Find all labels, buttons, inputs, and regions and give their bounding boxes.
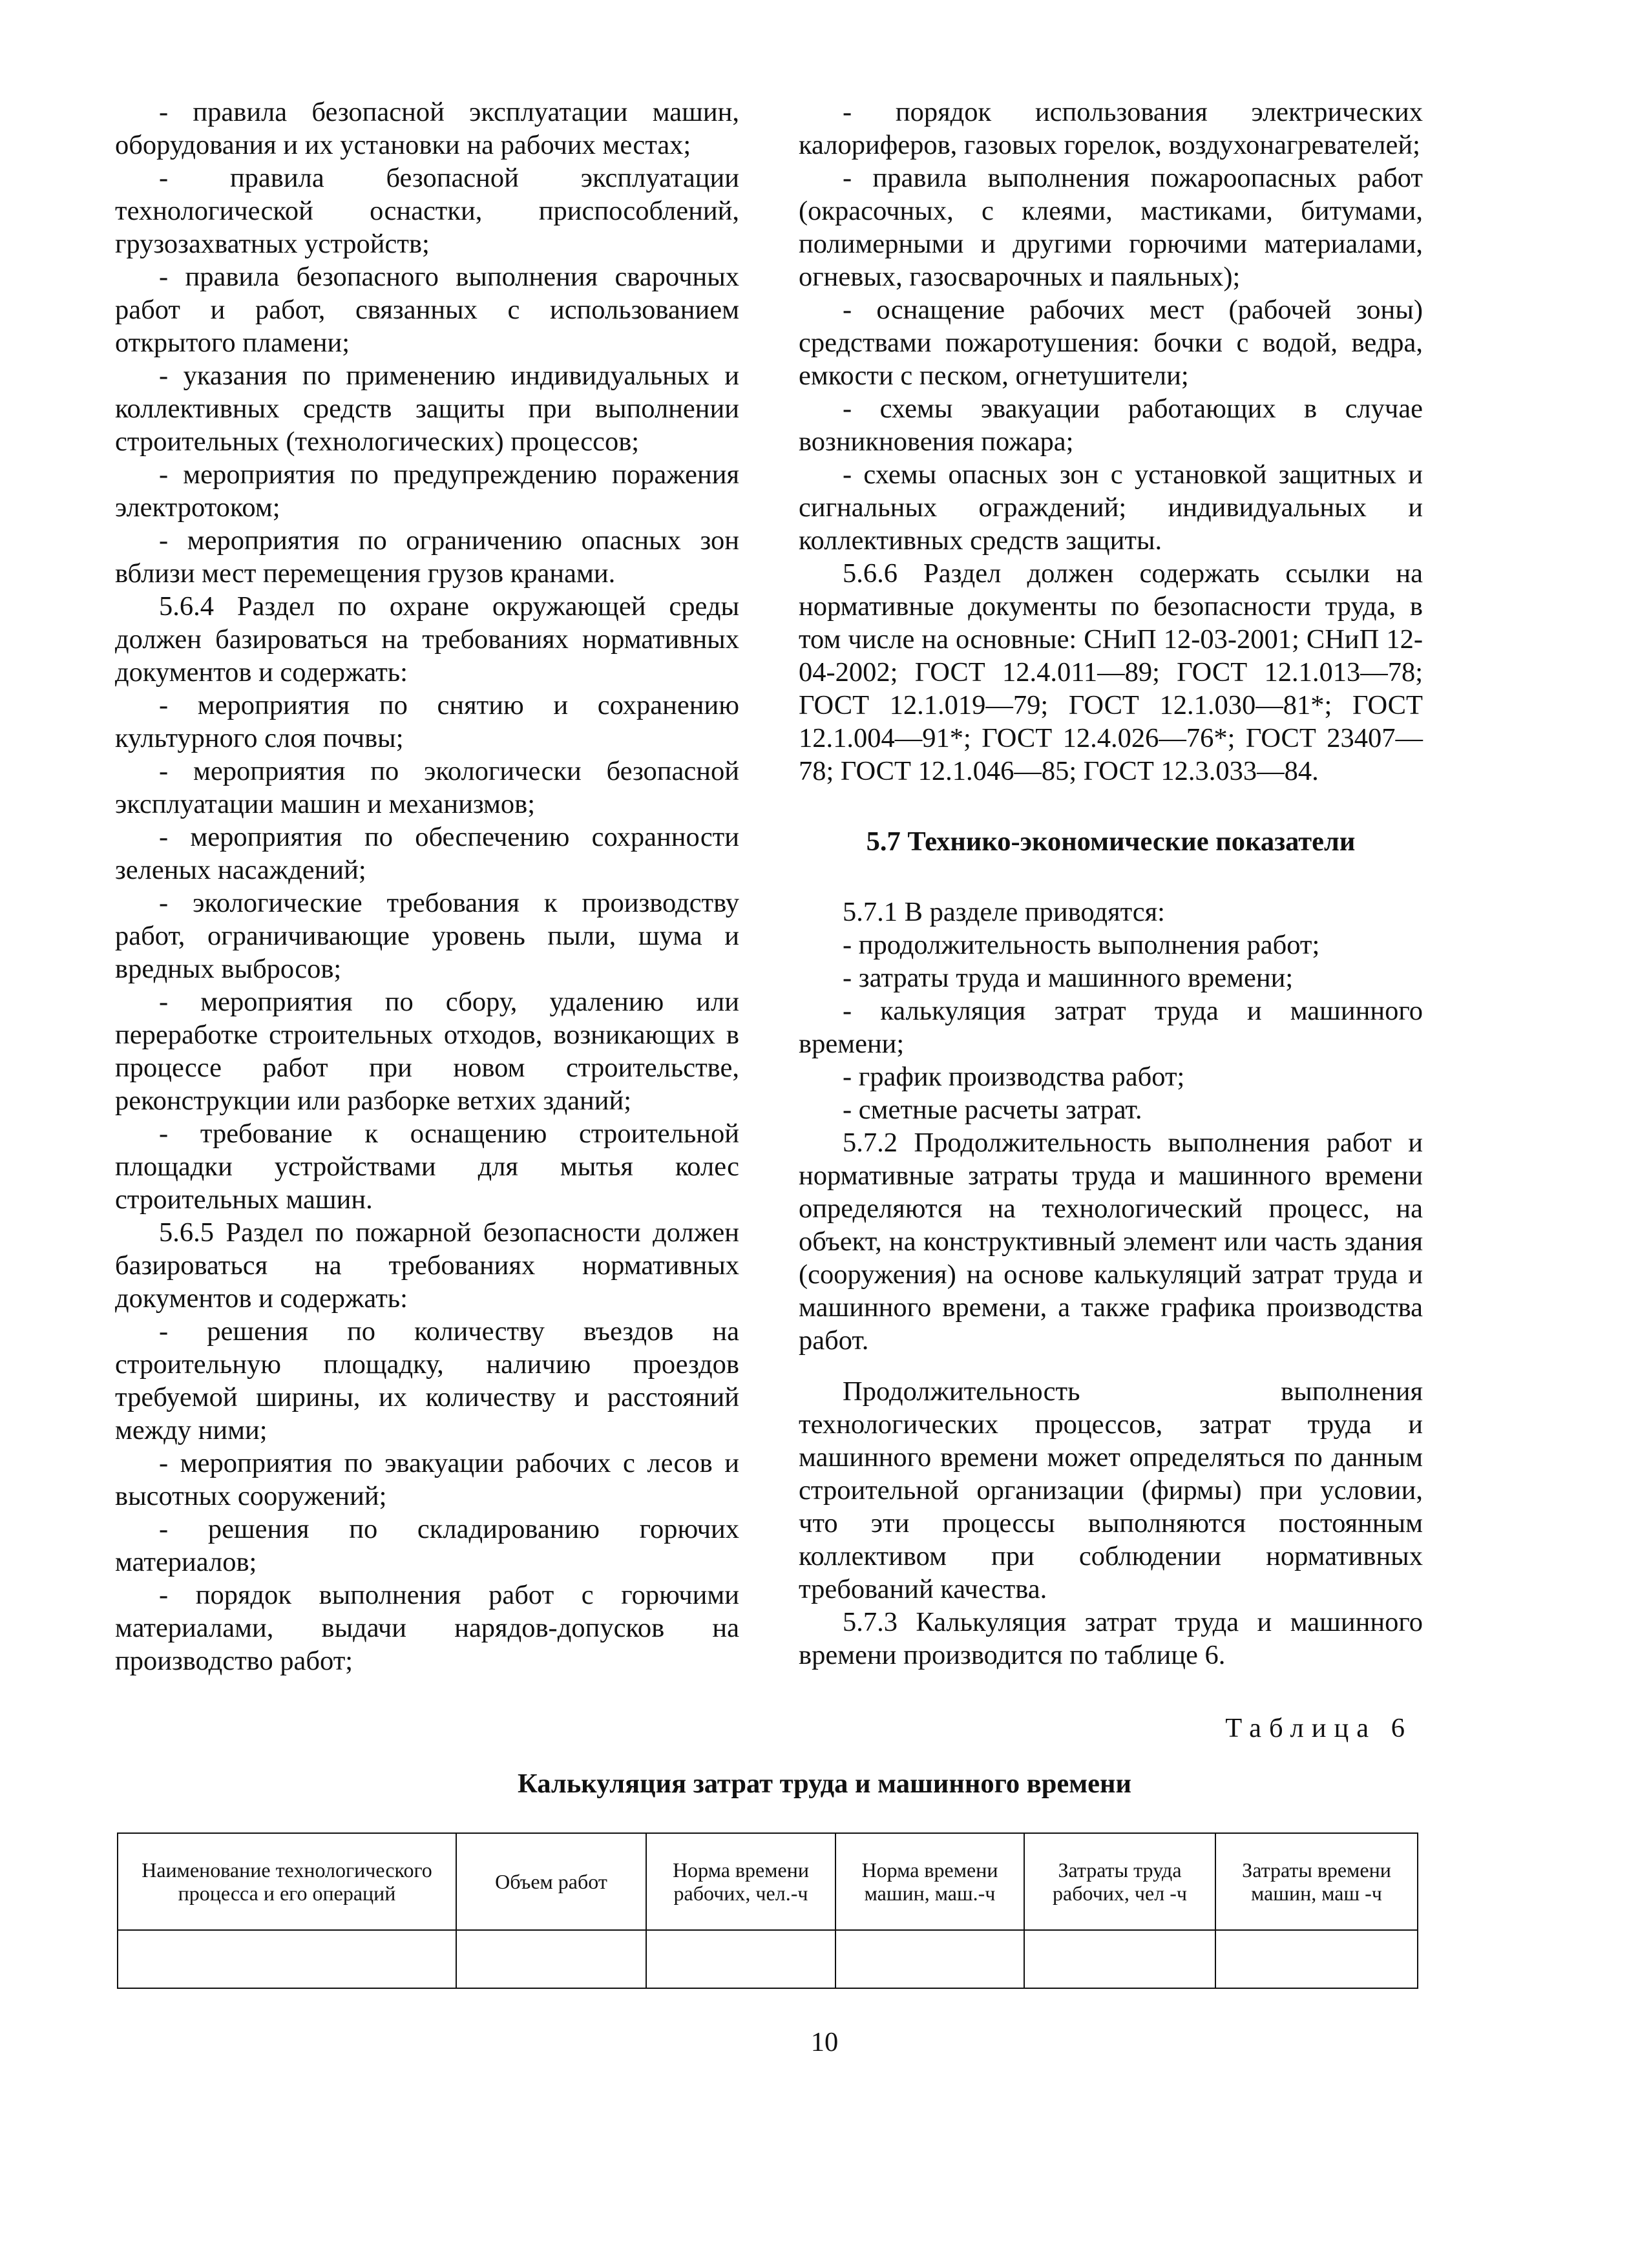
page-number: 10 bbox=[810, 2027, 839, 2057]
right-column-top bbox=[799, 96, 1423, 788]
paragraph: - мероприятия по снятию и сохранению культурного слоя почвы; bbox=[115, 690, 739, 753]
paragraph: - график производства работ; bbox=[843, 1062, 1185, 1092]
right-column bbox=[799, 96, 1423, 1672]
paragraph: - мероприятия по предупреждению поражения электротоком; bbox=[115, 459, 739, 523]
table-cell bbox=[1215, 1930, 1418, 1988]
paragraph: 5.7.1 В разделе приводятся: bbox=[843, 897, 1165, 927]
paragraph: - порядок использования электрических калориферов, газовых горелок, воздухонагревателей; bbox=[799, 97, 1423, 160]
table-row bbox=[118, 1930, 1418, 1988]
table-cell bbox=[456, 1930, 646, 1988]
table-title: Калькуляция затрат труда и машинного времени bbox=[517, 1769, 1131, 1799]
paragraph: - решения по складированию горючих материалов; bbox=[115, 1514, 739, 1577]
paragraph: - решения по количеству въездов на строительную площадку, наличию проездов требуемой ширины, их количеству и расстояний между ними; bbox=[115, 1316, 739, 1445]
paragraph: - калькуляция затрат труда и машинного времени; bbox=[799, 996, 1423, 1059]
paragraph: - экологические требования к производству работ, ограничивающие уровень пыли, шума и вредных выбросов; bbox=[115, 888, 739, 984]
paragraph: - схемы эвакуации работающих в случае возникновения пожара; bbox=[799, 394, 1423, 457]
table-header-cell: Норма времени машин, маш.-ч bbox=[835, 1833, 1024, 1930]
paragraph: 5.6.5 Раздел по пожарной безопасности должен базироваться на требованиях нормативных документов и содержать: bbox=[115, 1217, 739, 1314]
paragraph: 5.6.6 Раздел должен содержать ссылки на нормативные документы по безопасности труда, в том числе на основные: СНиП 12-03-2001; СНиП 12-04-2002; ГОСТ 12.4.011—89; ГОСТ 12.1.013—78; ГОСТ 12.1.019—79; ГОСТ 12.1.030—81*; ГОСТ 12.1.004—91*; ГОСТ 12.4.026—76*; ГОСТ 23407—78; ГОСТ 12.1.046—85; ГОСТ 12.3.033—84. bbox=[799, 558, 1423, 786]
table-header-cell: Затраты труда рабочих, чел -ч bbox=[1024, 1833, 1215, 1930]
section-heading: 5.7 Технико-экономические показатели bbox=[866, 826, 1356, 857]
paragraph: 5.7.2 Продолжительность выполнения работ и нормативные затраты труда и машинного времени определяются на технологический процесс, на объект, на конструктивный элемент или часть здания (сооружения) на основе калькуляций затрат труда и машинного времени, а также графика производства работ. bbox=[799, 1128, 1423, 1356]
paragraph: - сметные расчеты затрат. bbox=[843, 1095, 1142, 1125]
paragraph: - схемы опасных зон с установкой защитных и сигнальных ограждений; индивидуальных и коллективных средств защиты. bbox=[799, 459, 1423, 556]
table-header-row bbox=[118, 1833, 1418, 1930]
right-column-bottom bbox=[799, 896, 1423, 1357]
paragraph: - порядок выполнения работ с горючими материалами, выдачи нарядов-допусков на производство работ; bbox=[115, 1580, 739, 1676]
paragraph: - требование к оснащению строительной площадки устройствами для мытья колес строительных машин. bbox=[115, 1118, 739, 1215]
paragraph: - мероприятия по экологически безопасной эксплуатации машин и механизмов; bbox=[115, 756, 739, 819]
table-header-cell: Затраты времени машин, маш -ч bbox=[1215, 1833, 1418, 1930]
calculation-table bbox=[117, 1832, 1418, 1989]
table-cell bbox=[835, 1930, 1024, 1988]
table-header-cell: Наименование технологического процесса и его операций bbox=[118, 1833, 456, 1930]
table-cell bbox=[646, 1930, 835, 1988]
paragraph: 5.7.3 Калькуляция затрат труда и машинного времени производится по таблице 6. bbox=[799, 1607, 1423, 1670]
table-header-cell: Объем работ bbox=[456, 1833, 646, 1930]
paragraph: 5.6.4 Раздел по охране окружающей среды должен базироваться на требованиях нормативных документов и содержать: bbox=[115, 591, 739, 688]
paragraph-gap bbox=[799, 1357, 1423, 1375]
paragraph: Продолжительность выполнения технологических процессов, затрат труда и машинного времени может определяться по данным строительной организации (фирмы) при условии, что эти процессы выполняются постоянным коллективом при соблюдении нормативных требований качества. bbox=[799, 1376, 1423, 1604]
paragraph: - оснащение рабочих мест (рабочей зоны) средствами пожаротушения: бочки с водой, ведра, емкости с песком, огнетушители; bbox=[799, 295, 1423, 391]
paragraph: - правила безопасного выполнения сварочных работ и работ, связанных с использованием открытого пламени; bbox=[115, 262, 739, 358]
paragraph: - указания по применению индивидуальных и коллективных средств защиты при выполнении строительных (технологических) процессов; bbox=[115, 361, 739, 457]
table-cell bbox=[118, 1930, 456, 1988]
paragraph: - мероприятия по обеспечению сохранности зеленых насаждений; bbox=[115, 822, 739, 885]
paragraph: - правила выполнения пожароопасных работ (окрасочных, с клеями, мастиками, битумами, полимерными и другими горючими материалами, огневых, газосварочных и паяльных); bbox=[799, 163, 1423, 292]
paragraph: - мероприятия по сбору, удалению или переработке строительных отходов, возникающих в процессе работ при новом строительстве, реконструкции или разборке ветхих зданий; bbox=[115, 987, 739, 1116]
table-label: Таблица 6 bbox=[1225, 1713, 1413, 1743]
table-cell bbox=[1024, 1930, 1215, 1988]
paragraph: - правила безопасной эксплуатации технологической оснастки, приспособлений, грузозахватных устройств; bbox=[115, 163, 739, 259]
paragraph: - правила безопасной эксплуатации машин, оборудования и их установки на рабочих местах; bbox=[115, 97, 739, 160]
paragraph: - мероприятия по эвакуации рабочих с лесов и высотных сооружений; bbox=[115, 1448, 739, 1511]
right-column-after-gap bbox=[799, 1375, 1423, 1672]
paragraph: - затраты труда и машинного времени; bbox=[843, 963, 1294, 993]
table-header-cell: Норма времени рабочих, чел.-ч bbox=[646, 1833, 835, 1930]
left-column bbox=[115, 96, 739, 1677]
paragraph: - продолжительность выполнения работ; bbox=[843, 930, 1320, 960]
paragraph: - мероприятия по ограничению опасных зон вблизи мест перемещения грузов кранами. bbox=[115, 525, 739, 589]
